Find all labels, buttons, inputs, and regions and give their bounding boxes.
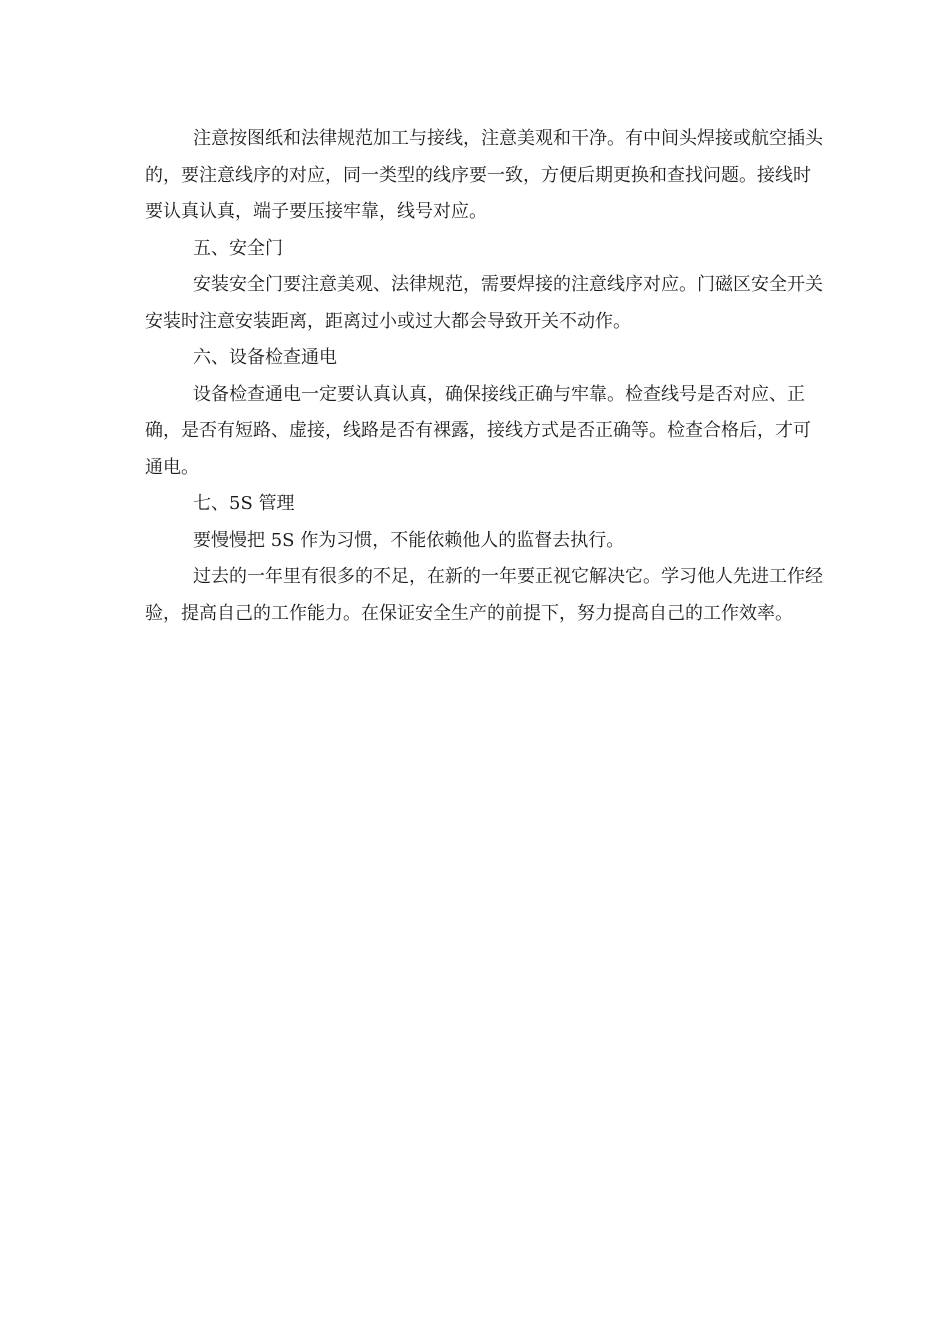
paragraph-5s: 要慢慢把 5S 作为习惯，不能依赖他人的监督去执行。 — [193, 529, 625, 551]
paragraph-safety-door: 安装安全门要注意美观、法律规范，需要焊接的注意线序对应。门磁区安全开关安装时注意安装距离，距离过小或过大都会导致开关不动作。 — [145, 274, 823, 332]
paragraph-power-check: 设备检查通电一定要认真认真，确保接线正确与牢靠。检查线号是否对应、正确，是否有短路、虚接，线路是否有裸露，接线方式是否正确等。检查合格后，才可通电。 — [145, 383, 811, 478]
paragraph-wiring: 注意按图纸和法律规范加工与接线，注意美观和干净。有中间头焊接或航空插头的，要注意线序的对应，同一类型的线序要一致，方便后期更换和查找问题。接线时要认真认真，端子要压接牢靠，线号对应。 — [145, 128, 823, 222]
paragraph-conclusion: 过去的一年里有很多的不足，在新的一年要正视它解决它。学习他人先进工作经验，提高自己的工作能力。在保证安全生产的前提下，努力提高自己的工作效率。 — [145, 566, 823, 624]
heading-power-check: 六、设备检查通电 — [193, 347, 337, 368]
heading-safety-door: 五、安全门 — [193, 237, 283, 259]
document-body — [145, 121, 825, 632]
heading-5s: 七、5S 管理 — [193, 493, 295, 514]
